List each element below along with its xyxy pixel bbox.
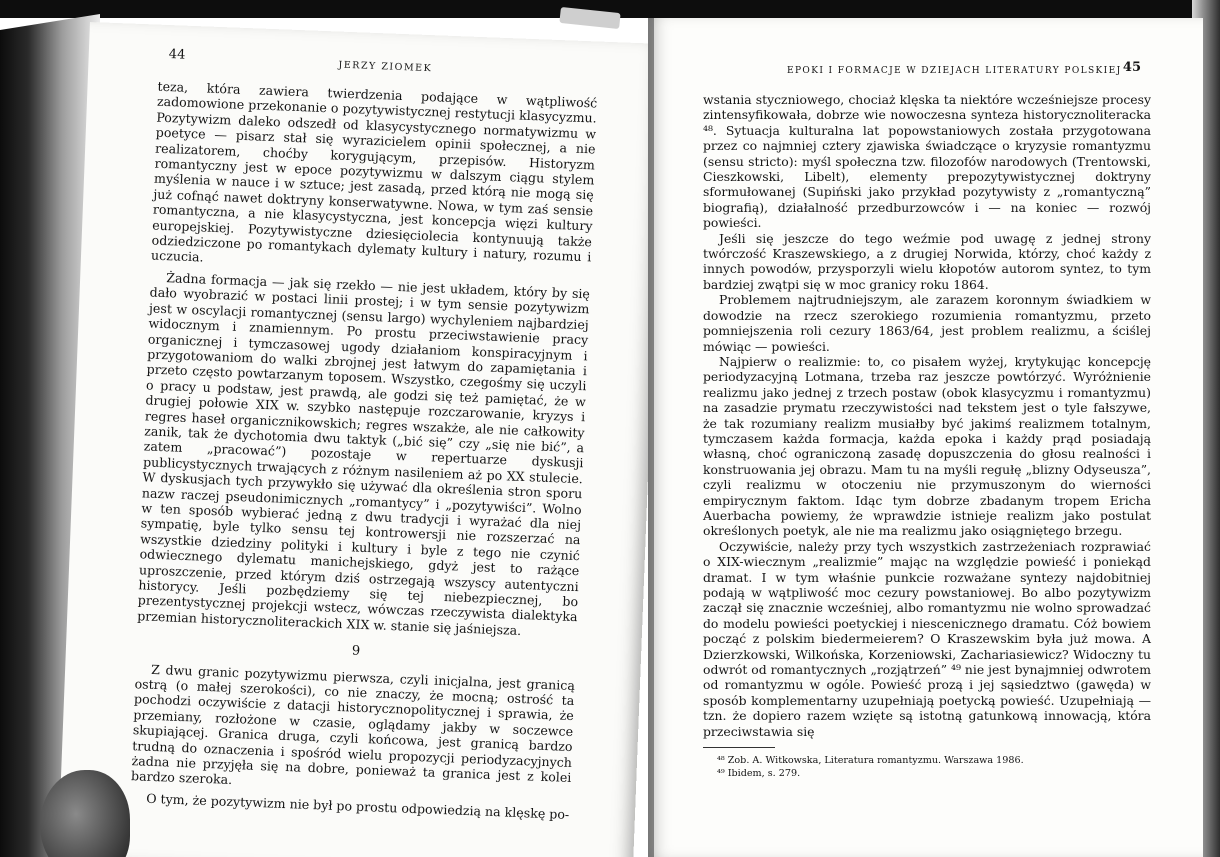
left-page-body [130,79,598,829]
right-paragraph: Oczywiście, należy przy tych wszystkich zastrzeżeniach rozprawiać o XIX-wiecznym „realizmie” mając na względzie powieść i poniekąd dramat. I w tym właśnie punkcie rozważane syntezy najdobitniej podają w wątpliwość moc cezury powstaniowej. Bo albo pozytywizm zaczął się znacznie wcześniej, albo romantyzmu nie wolno sprowadzać do modelu powieści poetyckiej i niescenicznego dramatu. Cóż bowiem począć z polskim biedermeierem? O Kraszewskim była już mowa. A Dzierzkowski, Wilkońska, Korzeniowski, Zachariasiewicz? Widoczny tu odwrót od romantycznych „rozjątrzeń” ⁴⁹ nie jest bynajmniej odwrotem od romantyzmu w ogóle. Powieść prozą i jej sąsiedztwo (gawęda) w sposób komplementarny uzupełniają poetycką powieść. Uzupełniają — tzn. że dopiero razem wzięte są istotną gatunkową innowacją, która przeciwstawia się [703,538,1151,739]
right-running-head: EPOKI I FORMACJE W DZIEJACH LITERATURY POLSKIEJ [787,66,1122,76]
footnote-rule [703,747,775,748]
left-page-number: 44 [168,47,186,63]
right-paragraph: wstania styczniowego, chociaż klęska ta niektóre wcześniejsze procesy zintensyfikowała, dobrze wie nowoczesna synteza historycznoliteracka ⁴⁸. Sytuacja kulturalna lat popowstaniowych została przygotowana przez co najmniej cztery zjawiska świadczące o kryzysie romantyzmu (sensu stricto): myśl społeczna tzw. filozofów narodowych (Trentowski, Cieszkowski, Libelt), elementy prepozytywistycznej doktryny sformułowanej (Supiński jako przykład pozytywisty z „romantyczną” biografią), działalność przedburzowców i — na koniec — rozwój powieści. [703,92,1151,231]
footnote: ⁴⁸ Zob. A. Witkowska, Literatura romantyzmu. Warszawa 1986. [717,755,1024,767]
footnotes [703,754,1151,780]
section-paragraph: Z dwu granic pozytywizmu pierwsza, czyli inicjalna, jest granicą ostrą (o małej szerokości), co nie znaczy, że mocną; ostrość ta pochodzi oczywiście z datacji historycznopolitycznej i sprawia, że przemiany, rozłożone w czasie, oglądamy jakby w soczewce skupiającej. Granica druga, czyli końcowa, jest granicą bardzo trudną do oznaczenia i spośród wielu propozycji periodyzacyjnych żadna nie przyjęła się na dobre, ponieważ ta granica jest z kolei bardzo szeroka. [130,661,576,788]
left-paragraph: Żadna formacja — jak się rzekło — nie jest układem, który by się dało wyobrazić w postaci linii prostej; i w tym sensie pozytywizm jest w oscylacji romantycznej (sensu largo) wychyleniem najbardziej widocznym i znamiennym. Po prostu przeciwstawienie pracy organicznej i tymczasowej ugody działaniom konspiracyjnym i przygotowaniom do walki zbrojnej jest łatwym do zapamiętania i przeto często powtarzanym toposem. Wszystko, czegośmy się uczyli o pracy u podstaw, jest prawdą, ale godzi się też pamiętać, że w drugiej połowie XIX w. szybko następuje rozczarowanie, kryzys i regres haseł organicznikowskich; regres wszakże, ale nie całkowity zanik, tak że dychotomia dwu taktyk („bić się” czy „się nie bić”, a zatem „pracować”) pozostaje w repertuarze dyskusji publicystycznych trwających z różnym nasileniem aż po XX stulecie. W dyskusjach tych przywykło się używać dla określenia stron sporu nazw raczej pseudonimicznych „romantycy” i „pozytywiści”. Wolno w ten sposób wybierać jedną z dwu tradycji i wyrażać dla niej sympatię, byle tylko sensu tej kontrowersji nie rozszerzać na wszystkie dziedziny polityki i kultury i byle z tego nie czynić odwiecznego dylematu manichejskiego, gdyż jest to rażące uproszczenie, przed którym dziś ostrzegają wszyscy autentyczni historycy. Jeśli pozbędziemy się tej niebezpiecznej, bo prezentystycznej projekcji wstecz, wówczas rzeczywista dialektyka przemian historycznoliterackich XIX w. stanie się jaśniejsza. [136,269,591,638]
footnote: ⁴⁹ Ibidem, s. 279. [717,768,801,780]
right-paragraph: Problemem najtrudniejszym, ale zarazem koronnym świadkiem w dowodzie na rzecz szerokiego rozumienia romantyzmu, przeto pomniejszenia roli cezury 1863/64, jest problem realizmu, a ściślej mówiąc — powieści. [703,292,1151,354]
right-paragraph: Jeśli się jeszcze do tego weźmie pod uwagę z jednej strony twórczość Kraszewskiego, a z drugiej Norwida, którzy, choć każdy z innych powodów, przysporzyli wielu kłopotów autorom syntez, to tym bardziej zwątpi się w moc granicy roku 1864. [703,230,1151,292]
left-running-head: JERZY ZIOMEK [338,59,433,75]
right-page [648,18,1203,857]
right-paragraph: Najpierw o realizmie: to, co pisałem wyżej, krytykując koncepcję periodyzacyjną Lotmana, trzeba raz jeszcze powtórzyć. Wyróżnienie realizmu jako jednej z trzech postaw (obok klasycyzmu i romantyzmu) na zasadzie prymatu rzeczywistości nad tekstem jest o tyle fałszywe, że tak rozumiany realizm musiałby być jakimś realizmem totalnym, tymczasem każda formacja, każda epoka i każdy prąd posiadają własną, choć ograniczoną zasadę dopuszczenia do głosu realności i konstruowania jej obrazu. Mam tu na myśli regułę „blizny Odyseusza”, czyli realizmu w otoczeniu nie przymuszonym do wierności empirycznym faktom. Idąc tym dobrze zbadanym tropem Ericha Auerbacha powiemy, że wprawdzie istnieje realizm jako postulat określonych poetyk, ale nie ma realizmu jako osiągniętego brzegu. [703,353,1151,539]
left-page [58,22,665,857]
book-gutter [648,18,654,857]
section-number: 9 [351,643,361,660]
right-page-body [703,92,1151,780]
right-page-number: 45 [1122,60,1141,75]
left-paragraph: teza, która zawiera twierdzenia podające w wątpliwość zadomowione przekonanie o pozytywistycznej restytucji klasycyzmu. Pozytywizm daleko odszedł od klasycystycznego normatywizmu w poetyce — pisarz stał się wyrazicielem opinii społecznej, a nie realizatorem, choćby korygującym, przepisów. Historyzm romantyczny jest w epoce pozytywizmu w dalszym ciągu stylem myślenia w nauce i w sztuce; jest zasadą, przed którą nie mogą się już cofnąć nawet doktryny konserwatywne. Nowa, w tym zaś sensie romantyczna, a nie klasycystyczna, jest koncepcja więzi kultury europejskiej. Pozytywistyczne dziesięciolecia kontynuują także odziedziczone po romantykach dylematy kultury i natury, rozumu i uczucia. [150,78,598,265]
section-paragraph: O tym, że pozytywizm nie był po prostu odpowiedzią na klęskę po- [145,790,570,822]
